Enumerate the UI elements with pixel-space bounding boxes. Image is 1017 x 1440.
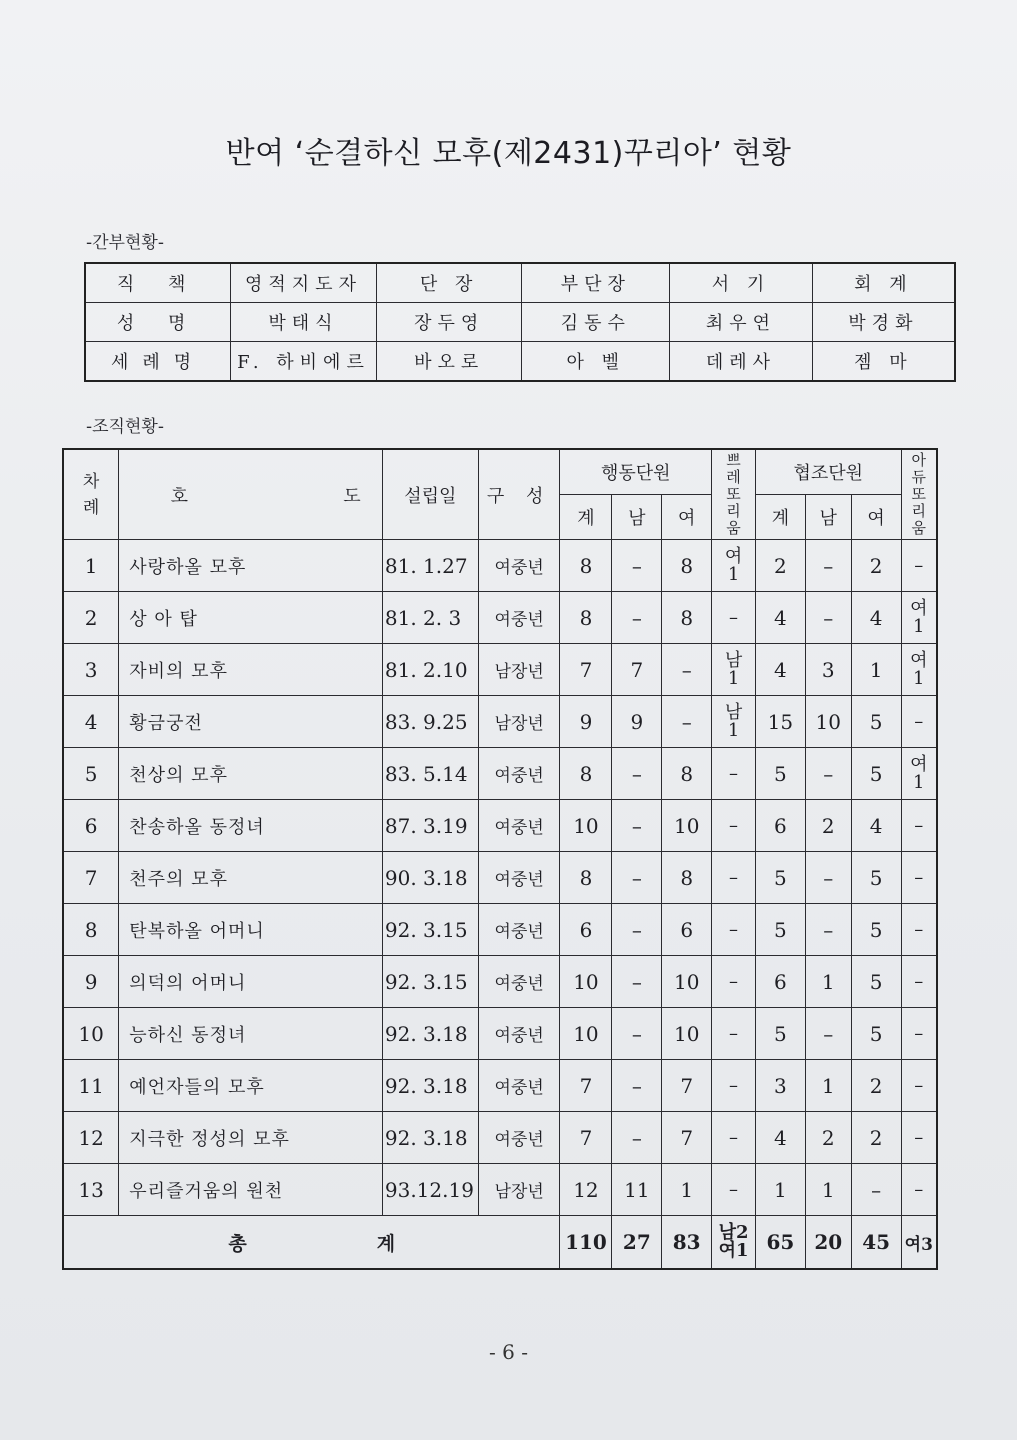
aux-total: 5 — [755, 904, 805, 956]
branch-name: 사랑하올 모후 — [119, 540, 383, 592]
founded-date: 92. 3.18 — [382, 1008, 478, 1060]
pretorian-count: – — [712, 1060, 756, 1112]
founded-date: 81. 2. 3 — [382, 592, 478, 644]
staff-cell: 최우연 — [670, 303, 813, 342]
aux-male: – — [805, 592, 851, 644]
composition: 여중년 — [478, 748, 560, 800]
aux-total: 5 — [755, 748, 805, 800]
active-male: 9 — [612, 696, 662, 748]
adjutorian-count: – — [901, 696, 937, 748]
active-male: 11 — [612, 1164, 662, 1216]
founded-date: 92. 3.15 — [382, 904, 478, 956]
header-name-part-b: 도 — [343, 485, 361, 507]
staff-row — [85, 263, 955, 303]
aux-total: 3 — [755, 1060, 805, 1112]
active-female: 1 — [662, 1164, 712, 1216]
active-total: 10 — [560, 956, 612, 1008]
row-number: 1 — [63, 540, 119, 592]
adjutorian-count: – — [901, 852, 937, 904]
branch-name: 예언자들의 모후 — [119, 1060, 383, 1112]
aux-female: 2 — [851, 1112, 901, 1164]
aux-female: 1 — [851, 644, 901, 696]
table-row — [63, 1164, 937, 1216]
adjutorian-count: – — [901, 1060, 937, 1112]
row-number: 8 — [63, 904, 119, 956]
total-active-female: 83 — [662, 1216, 712, 1270]
adjutorian-count: 여 1 — [901, 748, 937, 800]
total-active: 110 — [560, 1216, 612, 1270]
composition: 남장년 — [478, 1164, 560, 1216]
founded-date: 87. 3.19 — [382, 800, 478, 852]
org-section-label: -조직현황- — [86, 417, 164, 437]
active-male: 7 — [612, 644, 662, 696]
branch-name: 탄복하올 어머니 — [119, 904, 383, 956]
row-number: 7 — [63, 852, 119, 904]
active-total: 12 — [560, 1164, 612, 1216]
composition: 여중년 — [478, 800, 560, 852]
row-number: 11 — [63, 1060, 119, 1112]
composition: 여중년 — [478, 956, 560, 1008]
page-title: 반여 ‘순결하신 모후(제2431)꾸리아’ 현황 — [225, 136, 792, 171]
composition: 남장년 — [478, 696, 560, 748]
adjutorian-count: – — [901, 956, 937, 1008]
aux-total: 1 — [755, 1164, 805, 1216]
totals-row — [63, 1216, 937, 1270]
pretorian-count: – — [712, 956, 756, 1008]
composition: 여중년 — [478, 904, 560, 956]
adjutorian-count: 여 1 — [901, 592, 937, 644]
active-female: 10 — [662, 956, 712, 1008]
staff-cell: 부단장 — [522, 263, 670, 303]
founded-date: 81. 2.10 — [382, 644, 478, 696]
composition: 남장년 — [478, 644, 560, 696]
total-adjutorian: 여3 — [901, 1216, 937, 1270]
header-adjutorian: 아 듀 또 리 움 — [901, 449, 937, 540]
adjutorian-count: 여 1 — [901, 644, 937, 696]
header-name-part-a: 호 — [170, 485, 188, 507]
table-row — [63, 800, 937, 852]
aux-male: 1 — [805, 1060, 851, 1112]
founded-date: 93.12.19 — [382, 1164, 478, 1216]
branch-name: 지극한 정성의 모후 — [119, 1112, 383, 1164]
active-total: 8 — [560, 748, 612, 800]
page-number: - 6 - — [489, 1340, 528, 1364]
total-aux-male: 20 — [805, 1216, 851, 1270]
row-number: 13 — [63, 1164, 119, 1216]
pretorian-count: – — [712, 748, 756, 800]
staff-row — [85, 303, 955, 342]
header-pretorian: 쁘 레 또 리 움 — [712, 449, 756, 540]
branch-name: 능하신 동정녀 — [119, 1008, 383, 1060]
organization-table — [62, 448, 938, 1270]
founded-date: 92. 3.15 — [382, 956, 478, 1008]
composition: 여중년 — [478, 852, 560, 904]
header-aux-male: 남 — [805, 495, 851, 540]
founded-date: 83. 5.14 — [382, 748, 478, 800]
header-active-total: 계 — [560, 495, 612, 540]
table-row — [63, 1112, 937, 1164]
active-female: 10 — [662, 1008, 712, 1060]
header-name — [119, 449, 383, 540]
active-female: 7 — [662, 1060, 712, 1112]
aux-male: 1 — [805, 1164, 851, 1216]
adjutorian-count: – — [901, 540, 937, 592]
staff-cell: 젬 마 — [812, 342, 955, 382]
total-aux: 65 — [755, 1216, 805, 1270]
total-aux-female: 45 — [851, 1216, 901, 1270]
table-row — [63, 904, 937, 956]
row-number: 12 — [63, 1112, 119, 1164]
aux-male: 10 — [805, 696, 851, 748]
aux-female: 4 — [851, 592, 901, 644]
header-active-members: 행동단원 — [560, 449, 712, 495]
header-aux-female: 여 — [851, 495, 901, 540]
active-total: 8 — [560, 852, 612, 904]
staff-cell: 서 기 — [670, 263, 813, 303]
row-number: 9 — [63, 956, 119, 1008]
pretorian-count: – — [712, 852, 756, 904]
active-male: – — [612, 956, 662, 1008]
header-founded: 설립일 — [382, 449, 478, 540]
active-total: 6 — [560, 904, 612, 956]
staff-cell: 아 벨 — [522, 342, 670, 382]
aux-male: 1 — [805, 956, 851, 1008]
active-total: 7 — [560, 1060, 612, 1112]
staff-cell: F. 하비에르 — [231, 342, 377, 382]
active-female: 7 — [662, 1112, 712, 1164]
adjutorian-count: – — [901, 1112, 937, 1164]
staff-row-label: 직 책 — [85, 263, 231, 303]
table-row — [63, 1008, 937, 1060]
aux-total: 5 — [755, 1008, 805, 1060]
active-female: 10 — [662, 800, 712, 852]
active-male: – — [612, 540, 662, 592]
staff-row-label: 성 명 — [85, 303, 231, 342]
active-total: 7 — [560, 644, 612, 696]
staff-cell: 영적지도자 — [231, 263, 377, 303]
active-total: 7 — [560, 1112, 612, 1164]
table-row — [63, 748, 937, 800]
header-no: 차 례 — [63, 449, 119, 540]
row-number: 6 — [63, 800, 119, 852]
table-row — [63, 540, 937, 592]
active-female: 8 — [662, 748, 712, 800]
header-auxiliary-members: 협조단원 — [755, 449, 901, 495]
table-row — [63, 644, 937, 696]
active-male: – — [612, 800, 662, 852]
aux-total: 4 — [755, 644, 805, 696]
totals-label — [63, 1216, 560, 1270]
founded-date: 90. 3.18 — [382, 852, 478, 904]
pretorian-count: – — [712, 904, 756, 956]
aux-total: 4 — [755, 592, 805, 644]
active-female: – — [662, 644, 712, 696]
aux-total: 15 — [755, 696, 805, 748]
pretorian-count: – — [712, 800, 756, 852]
composition: 여중년 — [478, 1008, 560, 1060]
pretorian-count: – — [712, 1164, 756, 1216]
founded-date: 81. 1.27 — [382, 540, 478, 592]
aux-total: 6 — [755, 956, 805, 1008]
active-total: 8 — [560, 592, 612, 644]
branch-name: 의덕의 어머니 — [119, 956, 383, 1008]
table-row — [63, 592, 937, 644]
aux-total: 2 — [755, 540, 805, 592]
founded-date: 83. 9.25 — [382, 696, 478, 748]
aux-female: 5 — [851, 956, 901, 1008]
active-total: 10 — [560, 800, 612, 852]
pretorian-count: 남 1 — [712, 644, 756, 696]
staff-cell: 단 장 — [376, 263, 522, 303]
active-total: 10 — [560, 1008, 612, 1060]
composition: 여중년 — [478, 540, 560, 592]
active-male: – — [612, 748, 662, 800]
header-active-female: 여 — [662, 495, 712, 540]
staff-cell: 박태식 — [231, 303, 377, 342]
active-female: – — [662, 696, 712, 748]
pretorian-count: – — [712, 1112, 756, 1164]
aux-male: – — [805, 852, 851, 904]
table-row — [63, 956, 937, 1008]
active-total: 9 — [560, 696, 612, 748]
totals-label-part-b: 계 — [376, 1232, 396, 1255]
pretorian-count: – — [712, 1008, 756, 1060]
active-male: – — [612, 1060, 662, 1112]
row-number: 3 — [63, 644, 119, 696]
staff-cell: 데레사 — [670, 342, 813, 382]
table-row — [63, 1060, 937, 1112]
active-male: – — [612, 852, 662, 904]
total-pretorian: 남2 여1 — [712, 1216, 756, 1270]
staff-section-label: -간부현황- — [86, 233, 164, 253]
aux-male: 2 — [805, 800, 851, 852]
aux-female: 5 — [851, 904, 901, 956]
row-number: 2 — [63, 592, 119, 644]
active-total: 8 — [560, 540, 612, 592]
composition: 여중년 — [478, 1060, 560, 1112]
adjutorian-count: – — [901, 800, 937, 852]
table-row — [63, 696, 937, 748]
founded-date: 92. 3.18 — [382, 1060, 478, 1112]
totals-label-part-a: 총 — [228, 1232, 247, 1255]
staff-cell: 김동수 — [522, 303, 670, 342]
composition: 여중년 — [478, 592, 560, 644]
aux-female: 2 — [851, 540, 901, 592]
staff-cell: 박경화 — [812, 303, 955, 342]
active-female: 8 — [662, 852, 712, 904]
aux-female: – — [851, 1164, 901, 1216]
composition: 여중년 — [478, 1112, 560, 1164]
aux-male: 2 — [805, 1112, 851, 1164]
total-active-male: 27 — [612, 1216, 662, 1270]
active-male: – — [612, 1112, 662, 1164]
aux-male: – — [805, 904, 851, 956]
branch-name: 천상의 모후 — [119, 748, 383, 800]
row-number: 5 — [63, 748, 119, 800]
adjutorian-count: – — [901, 904, 937, 956]
pretorian-count: 남 1 — [712, 696, 756, 748]
aux-female: 5 — [851, 696, 901, 748]
row-number: 10 — [63, 1008, 119, 1060]
branch-name: 상 아 탑 — [119, 592, 383, 644]
branch-name: 우리즐거움의 원천 — [119, 1164, 383, 1216]
branch-name: 황금궁전 — [119, 696, 383, 748]
header-aux-total: 계 — [755, 495, 805, 540]
staff-table — [84, 262, 956, 382]
aux-total: 5 — [755, 852, 805, 904]
row-number: 4 — [63, 696, 119, 748]
aux-female: 4 — [851, 800, 901, 852]
adjutorian-count: – — [901, 1164, 937, 1216]
aux-total: 6 — [755, 800, 805, 852]
aux-male: 3 — [805, 644, 851, 696]
pretorian-count: 여 1 — [712, 540, 756, 592]
branch-name: 자비의 모후 — [119, 644, 383, 696]
staff-row — [85, 342, 955, 382]
active-male: – — [612, 592, 662, 644]
header-composition: 구 성 — [478, 449, 560, 540]
active-female: 8 — [662, 592, 712, 644]
active-male: – — [612, 904, 662, 956]
staff-cell: 장두영 — [376, 303, 522, 342]
aux-female: 5 — [851, 852, 901, 904]
branch-name: 찬송하올 동정녀 — [119, 800, 383, 852]
pretorian-count: – — [712, 592, 756, 644]
aux-total: 4 — [755, 1112, 805, 1164]
branch-name: 천주의 모후 — [119, 852, 383, 904]
table-row — [63, 852, 937, 904]
aux-female: 5 — [851, 748, 901, 800]
adjutorian-count: – — [901, 1008, 937, 1060]
active-female: 8 — [662, 540, 712, 592]
active-male: – — [612, 1008, 662, 1060]
aux-male: – — [805, 540, 851, 592]
aux-female: 5 — [851, 1008, 901, 1060]
aux-male: – — [805, 1008, 851, 1060]
staff-cell: 바오로 — [376, 342, 522, 382]
header-active-male: 남 — [612, 495, 662, 540]
staff-cell: 회 계 — [812, 263, 955, 303]
founded-date: 92. 3.18 — [382, 1112, 478, 1164]
staff-row-label: 세례명 — [85, 342, 231, 382]
aux-female: 2 — [851, 1060, 901, 1112]
active-female: 6 — [662, 904, 712, 956]
aux-male: – — [805, 748, 851, 800]
